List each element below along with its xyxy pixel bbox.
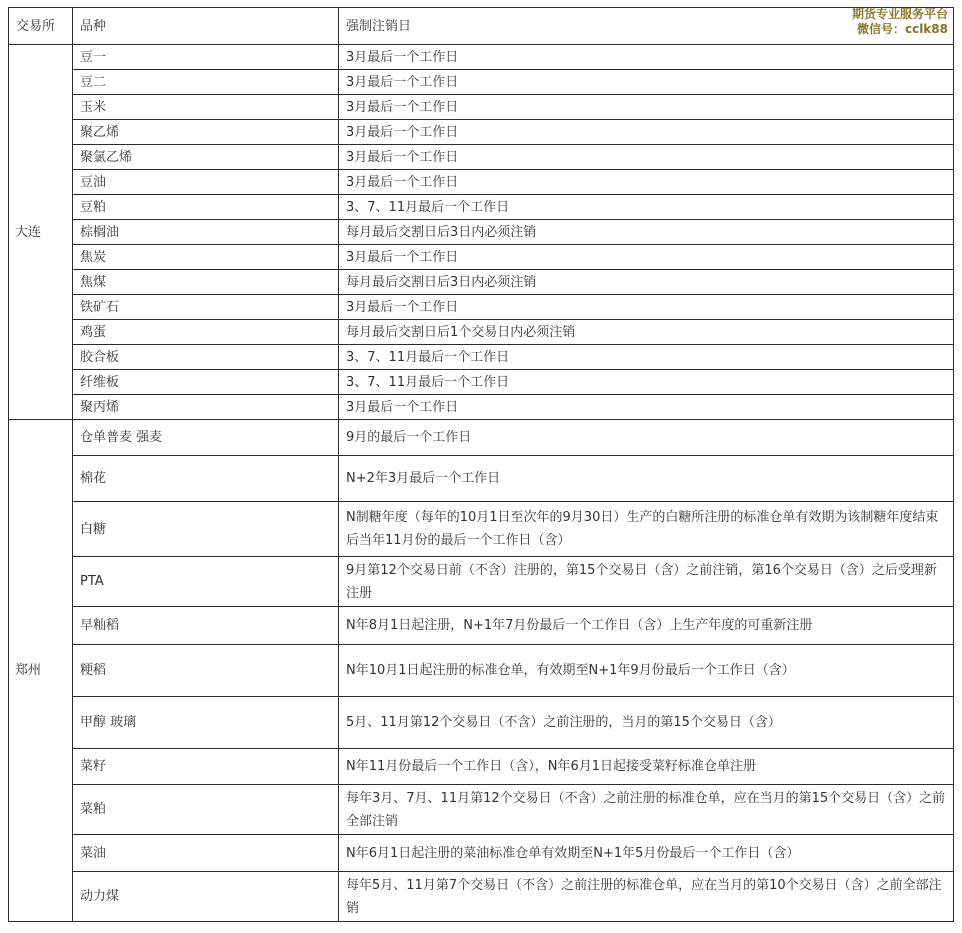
exchange-cell: 郑州 <box>9 420 73 922</box>
variety-cell: 菜粕 <box>73 785 339 835</box>
variety-cell: 菜籽 <box>73 749 339 785</box>
table-row <box>9 295 954 320</box>
table-row <box>9 245 954 270</box>
variety-cell: 聚乙烯 <box>73 120 339 145</box>
variety-cell: 甲醇 玻璃 <box>73 697 339 749</box>
table-row <box>9 120 954 145</box>
table-row <box>9 872 954 922</box>
variety-cell: 聚丙烯 <box>73 395 339 420</box>
table-row <box>9 45 954 70</box>
deadline-cell: 5月、11月第12个交易日（不含）之前注册的，当月的第15个交易日（含） <box>339 697 954 749</box>
table-row <box>9 835 954 872</box>
deadline-cell: N年6月1日起注册的菜油标准仓单有效期至N+1年5月份最后一个工作日（含） <box>339 835 954 872</box>
table-row <box>9 95 954 120</box>
deadline-cell: 3、7、11月最后一个工作日 <box>339 195 954 220</box>
variety-cell: 聚氯乙烯 <box>73 145 339 170</box>
variety-cell: 鸡蛋 <box>73 320 339 345</box>
header-exchange: 交易所 <box>9 8 73 45</box>
table-row <box>9 370 954 395</box>
variety-cell: 仓单普麦 强麦 <box>73 420 339 456</box>
deadline-cell: 3、7、11月最后一个工作日 <box>339 370 954 395</box>
variety-cell: 焦炭 <box>73 245 339 270</box>
deadline-cell: 3月最后一个工作日 <box>339 395 954 420</box>
table-header-row <box>9 8 954 45</box>
table-row <box>9 557 954 607</box>
table-row <box>9 502 954 557</box>
variety-cell: 白糖 <box>73 502 339 557</box>
table-row <box>9 456 954 502</box>
deadline-cell: 3月最后一个工作日 <box>339 295 954 320</box>
table-row <box>9 195 954 220</box>
header-variety: 品种 <box>73 8 339 45</box>
variety-cell: 玉米 <box>73 95 339 120</box>
variety-cell: 豆粕 <box>73 195 339 220</box>
deadline-cell: 每月最后交割日后3日内必须注销 <box>339 220 954 245</box>
table-row <box>9 749 954 785</box>
variety-cell: 豆油 <box>73 170 339 195</box>
deadline-cell: 3月最后一个工作日 <box>339 45 954 70</box>
variety-cell: 纤维板 <box>73 370 339 395</box>
deadline-cell: 3月最后一个工作日 <box>339 120 954 145</box>
header-deadline: 强制注销日 <box>339 8 954 45</box>
table-row <box>9 220 954 245</box>
table-row <box>9 420 954 456</box>
deadline-cell: 每月最后交割日后3日内必须注销 <box>339 270 954 295</box>
table-row <box>9 645 954 697</box>
variety-cell: 菜油 <box>73 835 339 872</box>
deadline-cell: 每月最后交割日后1个交易日内必须注销 <box>339 320 954 345</box>
table-row <box>9 270 954 295</box>
deadline-cell: 每年5月、11月第7个交易日（不含）之前注册的标准仓单，应在当月的第10个交易日（含）之前全部注销 <box>339 872 954 922</box>
variety-cell: 豆一 <box>73 45 339 70</box>
deadline-cell: 3月最后一个工作日 <box>339 145 954 170</box>
deadline-cell: 3月最后一个工作日 <box>339 245 954 270</box>
deadline-cell: N年8月1日起注册，N+1年7月份最后一个工作日（含）上生产年度的可重新注册 <box>339 607 954 645</box>
table-row <box>9 607 954 645</box>
variety-cell: 焦煤 <box>73 270 339 295</box>
table-row <box>9 395 954 420</box>
deadline-cell: 9月第12个交易日前（不含）注册的，第15个交易日（含）之前注销，第16个交易日（含）之后受理新注册 <box>339 557 954 607</box>
table-row <box>9 785 954 835</box>
exchange-cell: 大连 <box>9 45 73 420</box>
variety-cell: 棉花 <box>73 456 339 502</box>
deadline-cell: 3月最后一个工作日 <box>339 70 954 95</box>
deadline-cell: 3月最后一个工作日 <box>339 170 954 195</box>
table-row <box>9 697 954 749</box>
deadline-cell: N制糖年度（每年的10月1日至次年的9月30日）生产的白糖所注册的标准仓单有效期为该制糖年度结束后当年11月份的最后一个工作日（含） <box>339 502 954 557</box>
deregistration-table <box>8 7 954 922</box>
variety-cell: 粳稻 <box>73 645 339 697</box>
deadline-cell: N年11月份最后一个工作日（含），N年6月1日起接受菜籽标准仓单注册 <box>339 749 954 785</box>
variety-cell: 胶合板 <box>73 345 339 370</box>
deadline-cell: N+2年3月最后一个工作日 <box>339 456 954 502</box>
variety-cell: 动力煤 <box>73 872 339 922</box>
watermark-line2: 微信号：cclk88 <box>856 22 948 36</box>
variety-cell: 早籼稻 <box>73 607 339 645</box>
watermark <box>852 7 948 37</box>
deadline-cell: 3月最后一个工作日 <box>339 95 954 120</box>
watermark-line1: 期货专业服务平台 <box>851 7 948 21</box>
table-row <box>9 345 954 370</box>
table-row <box>9 70 954 95</box>
deadline-cell: 每年3月、7月、11月第12个交易日（不含）之前注册的标准仓单，应在当月的第15个交易日（含）之前全部注销 <box>339 785 954 835</box>
variety-cell: 铁矿石 <box>73 295 339 320</box>
variety-cell: 棕榈油 <box>73 220 339 245</box>
table-row <box>9 145 954 170</box>
table-row <box>9 170 954 195</box>
table-row <box>9 320 954 345</box>
variety-cell: 豆二 <box>73 70 339 95</box>
variety-cell: PTA <box>73 557 339 607</box>
deadline-cell: 9月的最后一个工作日 <box>339 420 954 456</box>
deadline-cell: 3、7、11月最后一个工作日 <box>339 345 954 370</box>
deadline-cell: N年10月1日起注册的标准仓单，有效期至N+1年9月份最后一个工作日（含） <box>339 645 954 697</box>
